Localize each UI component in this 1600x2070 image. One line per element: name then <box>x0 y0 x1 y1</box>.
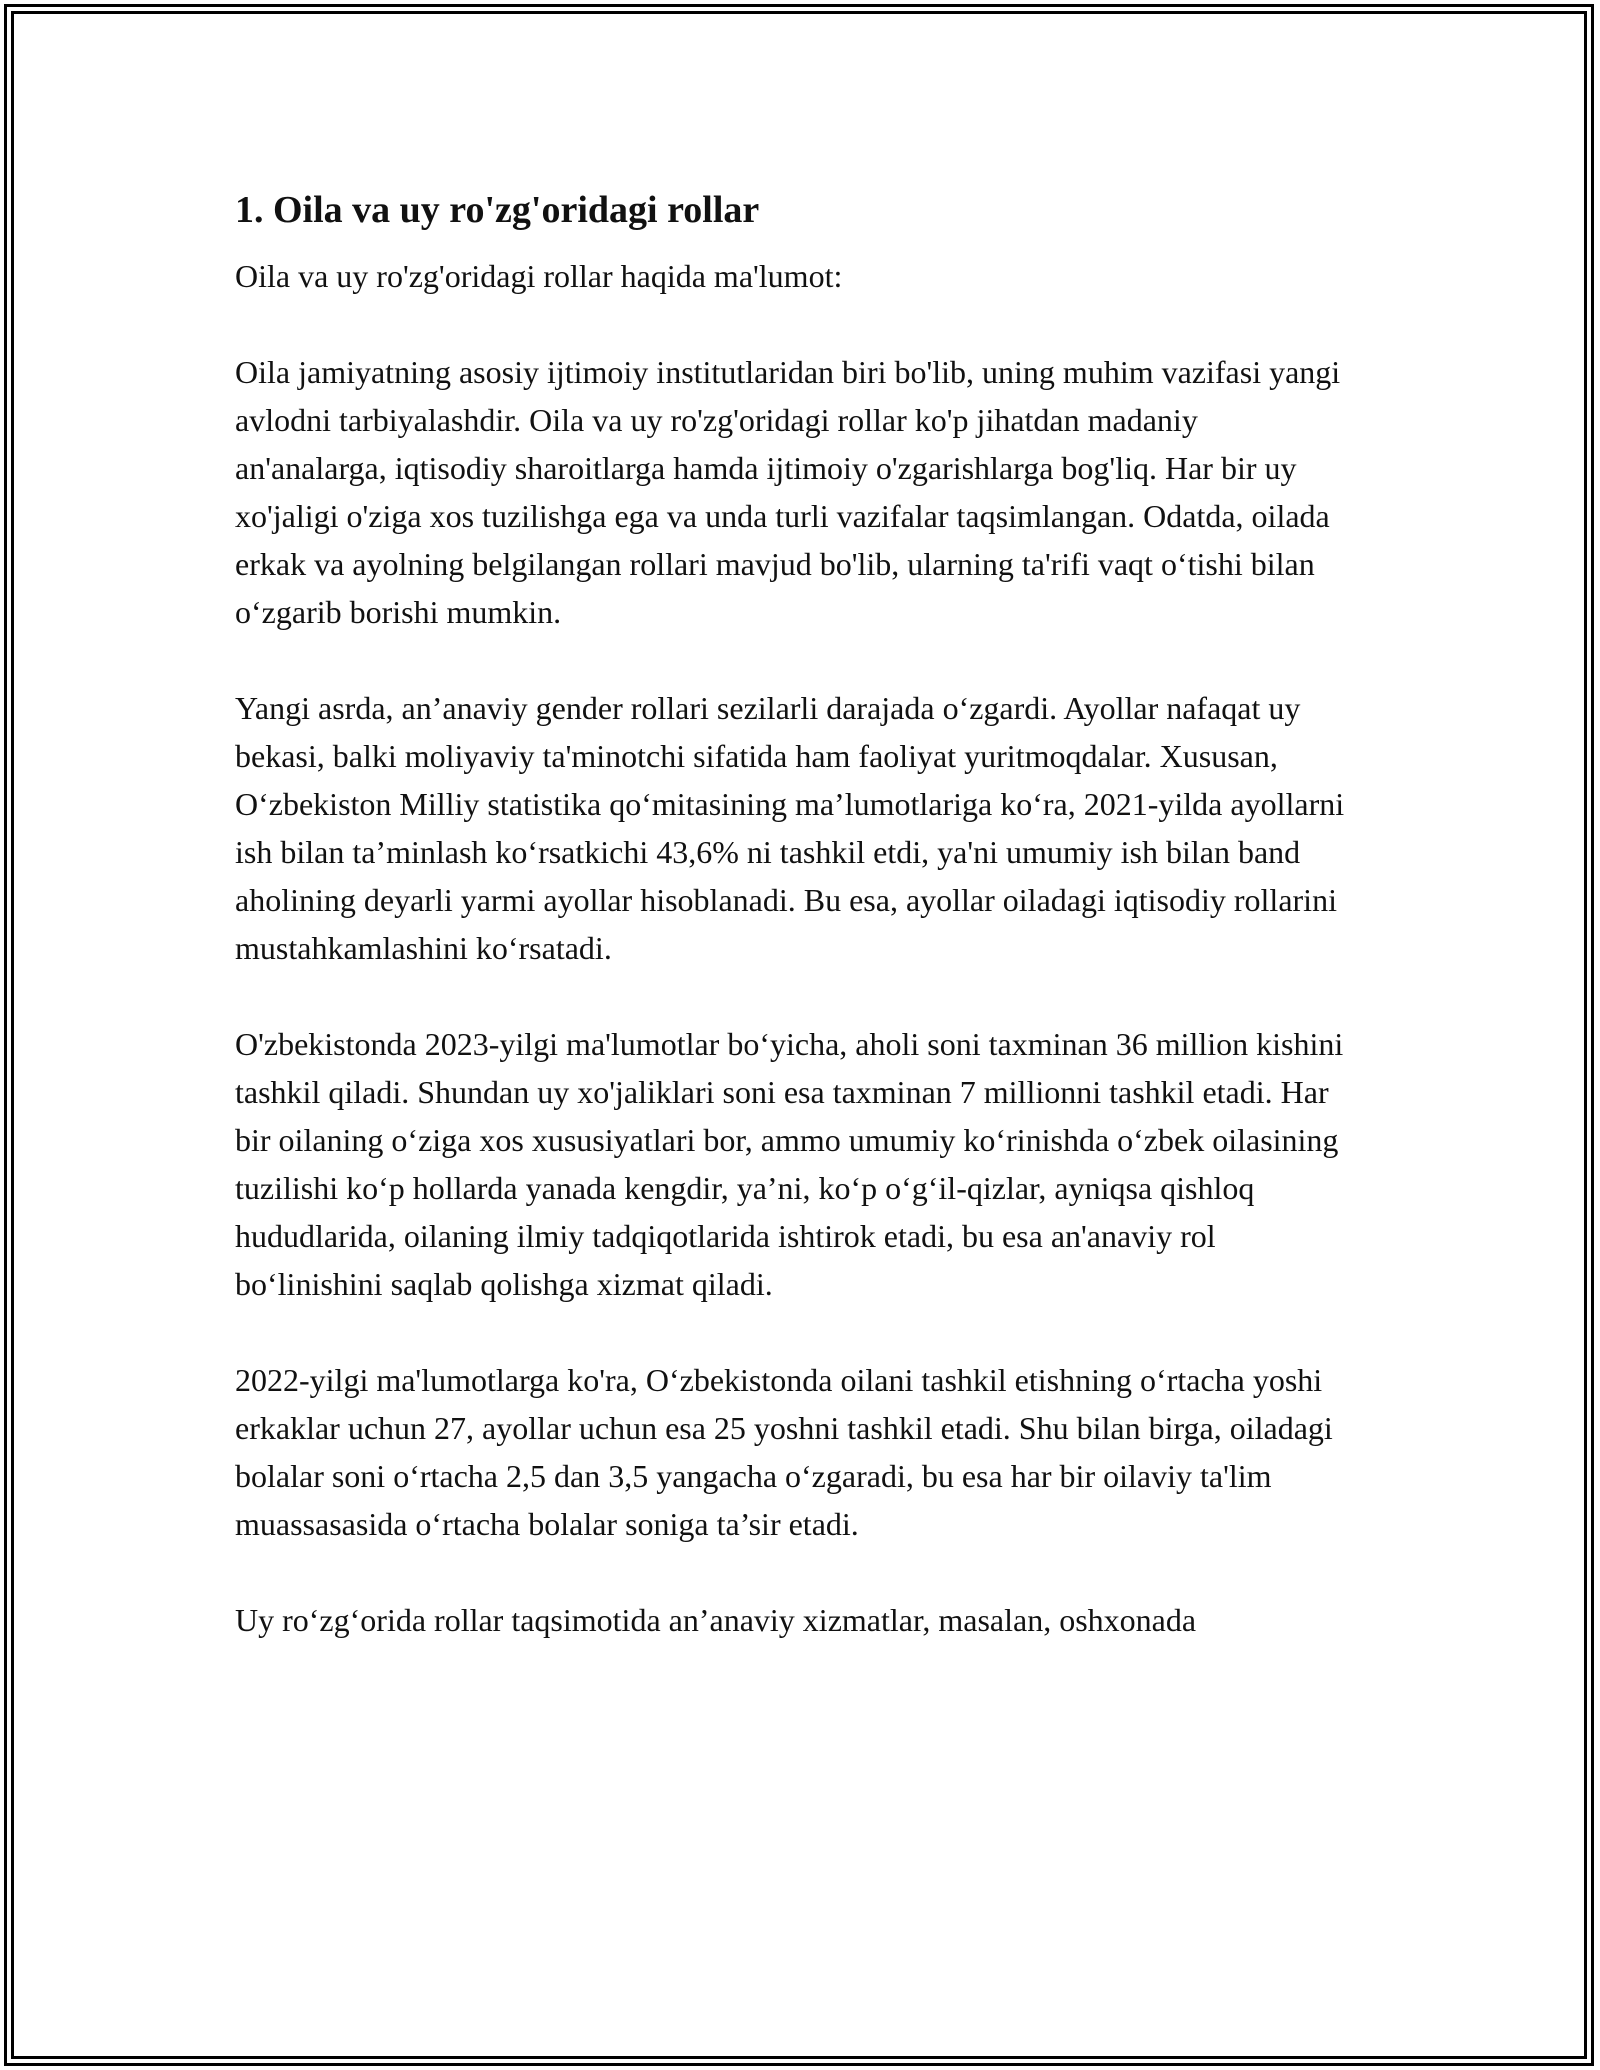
document-body <box>235 186 1355 1692</box>
paragraph-4: 2022-yilgi ma'lumotlarga ko'ra, O‘zbekistonda oilani tashkil etishning o‘rtacha yoshi erkaklar uchun 27, ayollar uchun esa 25 yoshni tashkil etadi. Shu bilan birga, oiladagi bolalar soni o‘rtacha 2,5 dan 3,5 yangacha o‘zgaradi, bu esa har bir oilaviy ta'lim muassasasida o‘rtacha bolalar soniga ta’sir etadi. <box>235 1362 1333 1542</box>
section-heading: 1. Oila va uy ro'zg'oridagi rollar <box>235 189 760 231</box>
intro-line: Oila va uy ro'zg'oridagi rollar haqida ma'lumot: <box>235 258 843 294</box>
paragraph-5: Uy ro‘zg‘orida rollar taqsimotida an’anaviy xizmatlar, masalan, oshxonada <box>235 1602 1197 1638</box>
paragraph-1: Oila jamiyatning asosiy ijtimoiy institutlaridan biri bo'lib, uning muhim vazifasi yangi avlodni tarbiyalashdir. Oila va uy ro'zg'oridagi rollar ko'p jihatdan madaniy an'analarga, iqtisodiy sharoitlarga hamda ijtimoiy o'zgarishlarga bog'liq. Har bir uy xo'jaligi o'ziga xos tuzilishga ega va unda turli vazifalar taqsimlangan. Odatda, oilada erkak va ayolning belgilangan rollari mavjud bo'lib, ularning ta'rifi vaqt o‘tishi bilan o‘zgarib borishi mumkin. <box>235 354 1341 630</box>
paragraph-3: O'zbekistonda 2023-yilgi ma'lumotlar bo‘yicha, aholi soni taxminan 36 million kishini tashkil qiladi. Shundan uy xo'jaliklari soni esa taxminan 7 millionni tashkil etadi. Har bir oilaning o‘ziga xos xususiyatlari bor, ammo umumiy ko‘rinishda o‘zbek oilasining tuzilishi ko‘p hollarda yanada kengdir, ya’ni, ko‘p o‘g‘il-qizlar, ayniqsa qishloq hududlarida, oilaning ilmiy tadqiqotlarida ishtirok etadi, bu esa an'anaviy rol bo‘linishini saqlab qolishga xizmat qiladi. <box>235 1026 1344 1302</box>
paragraph-2: Yangi asrda, an’anaviy gender rollari sezilarli darajada o‘zgardi. Ayollar nafaqat uy bekasi, balki moliyaviy ta'minotchi sifatida ham faoliyat yuritmoqdalar. Xususan, O‘zbekiston Milliy statistika qo‘mitasining ma’lumotlariga ko‘ra, 2021-yilda ayollarni ish bilan ta’minlash ko‘rsatkichi 43,6% ni tashkil etdi, ya'ni umumiy ish bilan band aholining deyarli yarmi ayollar hisoblanadi. Bu esa, ayollar oiladagi iqtisodiy rollarini mustahkamlashini ko‘rsatadi. <box>235 690 1345 966</box>
